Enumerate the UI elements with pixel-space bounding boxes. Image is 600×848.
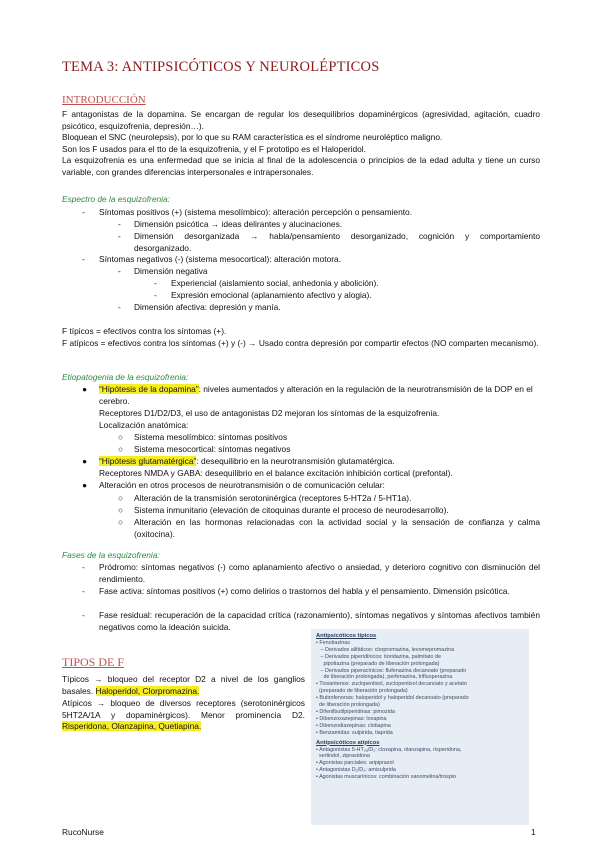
- round-bullet: ●: [82, 480, 88, 490]
- circle-bullet: ○: [118, 517, 124, 527]
- highlighted-term: “Hipótesis de la dopamina”: [99, 384, 199, 394]
- dash-bullet: -: [82, 610, 85, 620]
- list-item: Síntomas negativos (-) (sistema mesocortical): alteración motora.: [99, 254, 342, 264]
- list-item: Expresión emocional (aplanamiento afectivo y alogia).: [171, 290, 372, 300]
- list-item: Fase residual: recuperación de la capacidad crítica (razonamiento), síntomas negativos y síntomas afectivos también negativos como la ideación suicida.: [99, 610, 540, 632]
- table-line: • Dibenzoxazepinas: loxapina: [316, 715, 387, 722]
- dash-bullet: -: [82, 562, 85, 572]
- dash-bullet: -: [118, 231, 121, 241]
- round-bullet: ●: [82, 456, 88, 466]
- list-item: Experiencial (aislamiento social, anhedonia y abolición).: [171, 278, 379, 288]
- list-item: Dimensión desorganizada → habla/pensamiento desorganizado, cognición y comportamiento desorganizado.: [134, 231, 540, 253]
- table-heading-typical: Antipsicóticos típicos: [316, 633, 377, 639]
- table-line: – Derivados piperidínicos: tioridazina, palmitato de: [316, 653, 441, 660]
- table-line: – Derivados piperacínicos: flufenazina decanoato (preparado: [316, 667, 467, 674]
- table-line: de liberación prolongada), perfenazina, trifluoperazina: [316, 674, 453, 681]
- table-line: • Benzamidas: sulpirida, tiaprida: [316, 729, 393, 736]
- intro-paragraph: Bloquean el SNC (neurolepsis), por lo que su RAM característica es el síndrome neuroléptico maligno.: [62, 132, 443, 143]
- table-line: sertindol, ziprasidona: [316, 753, 370, 760]
- list-item: Sistema mesocortical: síntomas negativos: [134, 444, 291, 454]
- list-item: Síntomas positivos (+) (sistema mesolímbico): alteración percepción o pensamiento.: [99, 207, 413, 217]
- circle-bullet: ○: [118, 444, 124, 454]
- highlighted-term: “Hipótesis glutamatérgica”: [99, 456, 197, 466]
- highlighted-drugs: Haloperidol, Clorpromazina.: [95, 685, 200, 696]
- table-line: • Antagonistas 5-HT₂ₐ/D₂: clozapina, olanzapina, risperidona,: [316, 746, 462, 753]
- intro-text: [62, 109, 540, 179]
- list-item: Fase activa: síntomas positivos (+) como delirios o trastornos del habla y el pensamiento. Dimensión psicótica.: [99, 586, 510, 596]
- section-heading-tipos: TIPOS DE F: [62, 655, 125, 669]
- table-line: • Antagonistas D₂/D₃: amisulprida: [316, 767, 396, 774]
- page-title: TEMA 3: ANTIPSICÓTICOS Y NEUROLÉPTICOS: [62, 59, 380, 75]
- hypothesis-glutamate: [99, 456, 395, 468]
- circle-bullet: ○: [118, 493, 124, 503]
- list-item: Pródromo: síntomas negativos (-) como aplanamiento afectivo o ansiedad, y deterioro cognitivo con disminución del rendimiento.: [99, 562, 540, 584]
- subheading-espectro: Espectro de la esquizofrenia:: [62, 194, 171, 204]
- footer-author: RucoNurse: [62, 827, 104, 837]
- subheading-etiopatogenia: Etiopatogenia de la esquizofrenia:: [62, 372, 189, 382]
- table-heading-atypical: Antipsicóticos atípicos: [316, 739, 380, 746]
- hypothesis-text: : desequilibrio en la neurotransmisión glutamatérgica.: [196, 456, 395, 466]
- dash-bullet: -: [118, 219, 121, 229]
- paragraph: Receptores D1/D2/D3, el uso de antagonistas D2 mejoran los síntomas de la esquizofrenia.: [99, 408, 440, 418]
- circle-bullet: ○: [118, 505, 124, 515]
- intro-paragraph: La esquizofrenia es una enfermedad que se inicia al final de la adolescencia o principios de la edad adulta y tiene un curso variable, con grandes diferencias interpersonales e intrapersonales.: [62, 155, 540, 177]
- hypothesis-dopamine: [99, 384, 540, 407]
- table-line: de liberación prolongada): [316, 702, 380, 709]
- circle-bullet: ○: [118, 432, 124, 442]
- paragraph-text: Atípicos → bloqueo de diversos receptores (serotoninérgicos 5HT2A/1A y dopaminérgicos). Menor prominencia D2.: [62, 698, 305, 720]
- dash-bullet: -: [154, 290, 157, 300]
- paragraph: Receptores NMDA y GABA: desequilibrio en el balance excitación inhibición cortical (prefontal).: [99, 468, 453, 478]
- tipicos-note: F típicos = efectivos contra los síntomas (+).: [62, 326, 227, 336]
- antipsychotics-table-image: [311, 629, 529, 825]
- hypothesis-text: : niveles aumentados y alteración en la regulación de la neurotransmisión de la DOP en el cerebro.: [99, 384, 533, 406]
- tipicos-paragraph: [62, 674, 305, 697]
- list-item: Dimensión psicótica → ideas delirantes y alucinaciones.: [134, 219, 343, 229]
- section-heading-introduccion: INTRODUCCIÓN: [62, 94, 146, 106]
- intro-paragraph: F antagonistas de la dopamina. Se encargan de regular los desequilibrios dopaminérgicos (agresividad, agitación, cuadro psicótico, esquizofrenia, depresión…).: [62, 109, 540, 131]
- typical-list: [316, 640, 529, 737]
- table-line: • Butirofenonas: haloperidol y haloperidol decanoato (preparado: [316, 695, 469, 702]
- page-number: 1: [531, 827, 536, 837]
- dash-bullet: -: [154, 278, 157, 288]
- dash-bullet: -: [82, 207, 85, 217]
- dash-bullet: -: [118, 302, 121, 312]
- round-bullet: ●: [82, 384, 88, 394]
- list-item: Alteración en otros procesos de neurotransmisión o de comunicación celular:: [99, 480, 385, 490]
- table-line: • Fenotiazinas: [316, 639, 350, 646]
- table-line: • Difenilbutilpiperidinas: pimozida: [316, 708, 395, 715]
- table-line: pipotiazina (preparado de liberación prolongada): [316, 660, 440, 667]
- list-item: Dimensión negativa: [134, 266, 208, 276]
- atipicos-note: F atípicos = efectivos contra los síntomas (+) y (-) → Usado contra depresión por compartir efectos (NO comparten mecanismo).: [62, 338, 539, 348]
- atipicos-paragraph: [62, 698, 305, 733]
- atypical-list: [316, 747, 529, 782]
- list-item: Sistema inmunitario (elevación de citoquinas durante el proceso de neurodesarrollo).: [134, 505, 449, 515]
- table-line: – Derivados alifáticos: clorpromazina, levomepromazina: [316, 646, 455, 653]
- dash-bullet: -: [118, 266, 121, 276]
- list-item: Dimensión afectiva: depresión y manía.: [134, 302, 281, 312]
- list-item: Alteración en las hormonas relacionadas con la actividad social y la sensación de confianza y calma (oxitocina).: [134, 517, 540, 539]
- table-line: (preparado de liberación prolongada): [316, 688, 408, 695]
- table-line: • Tioxantenos: zuclopentixol, zuclopentixol decanoato y acetato: [316, 681, 467, 688]
- highlighted-drugs: Risperidona, Olanzapina, Quetiapina.: [62, 721, 202, 732]
- dash-bullet: -: [82, 586, 85, 596]
- paragraph-text: Típicos → bloqueo del receptor D2 a nivel de los ganglios basales.: [62, 674, 305, 696]
- subheading-fases: Fases de la esquizofrenia:: [62, 550, 160, 560]
- list-item: Sistema mesolímbico: síntomas positivos: [134, 432, 288, 442]
- list-item: Alteración de la transmisión serotoninérgica (receptores 5-HT2a / 5-HT1a).: [134, 493, 412, 503]
- paragraph: Localización anatómica:: [99, 420, 189, 430]
- intro-paragraph: Son los F usados para el tto de la esquizofrenia, y el F prototipo es el Haloperidol.: [62, 143, 366, 154]
- table-line: • Agonistas muscarínicos: combinación xanomelina/trospio: [316, 774, 457, 781]
- table-line: • Agonistas parciales: aripiprazol: [316, 760, 394, 767]
- table-line: • Dibenzodiazepinas: clotiapina: [316, 722, 391, 729]
- dash-bullet: -: [82, 254, 85, 264]
